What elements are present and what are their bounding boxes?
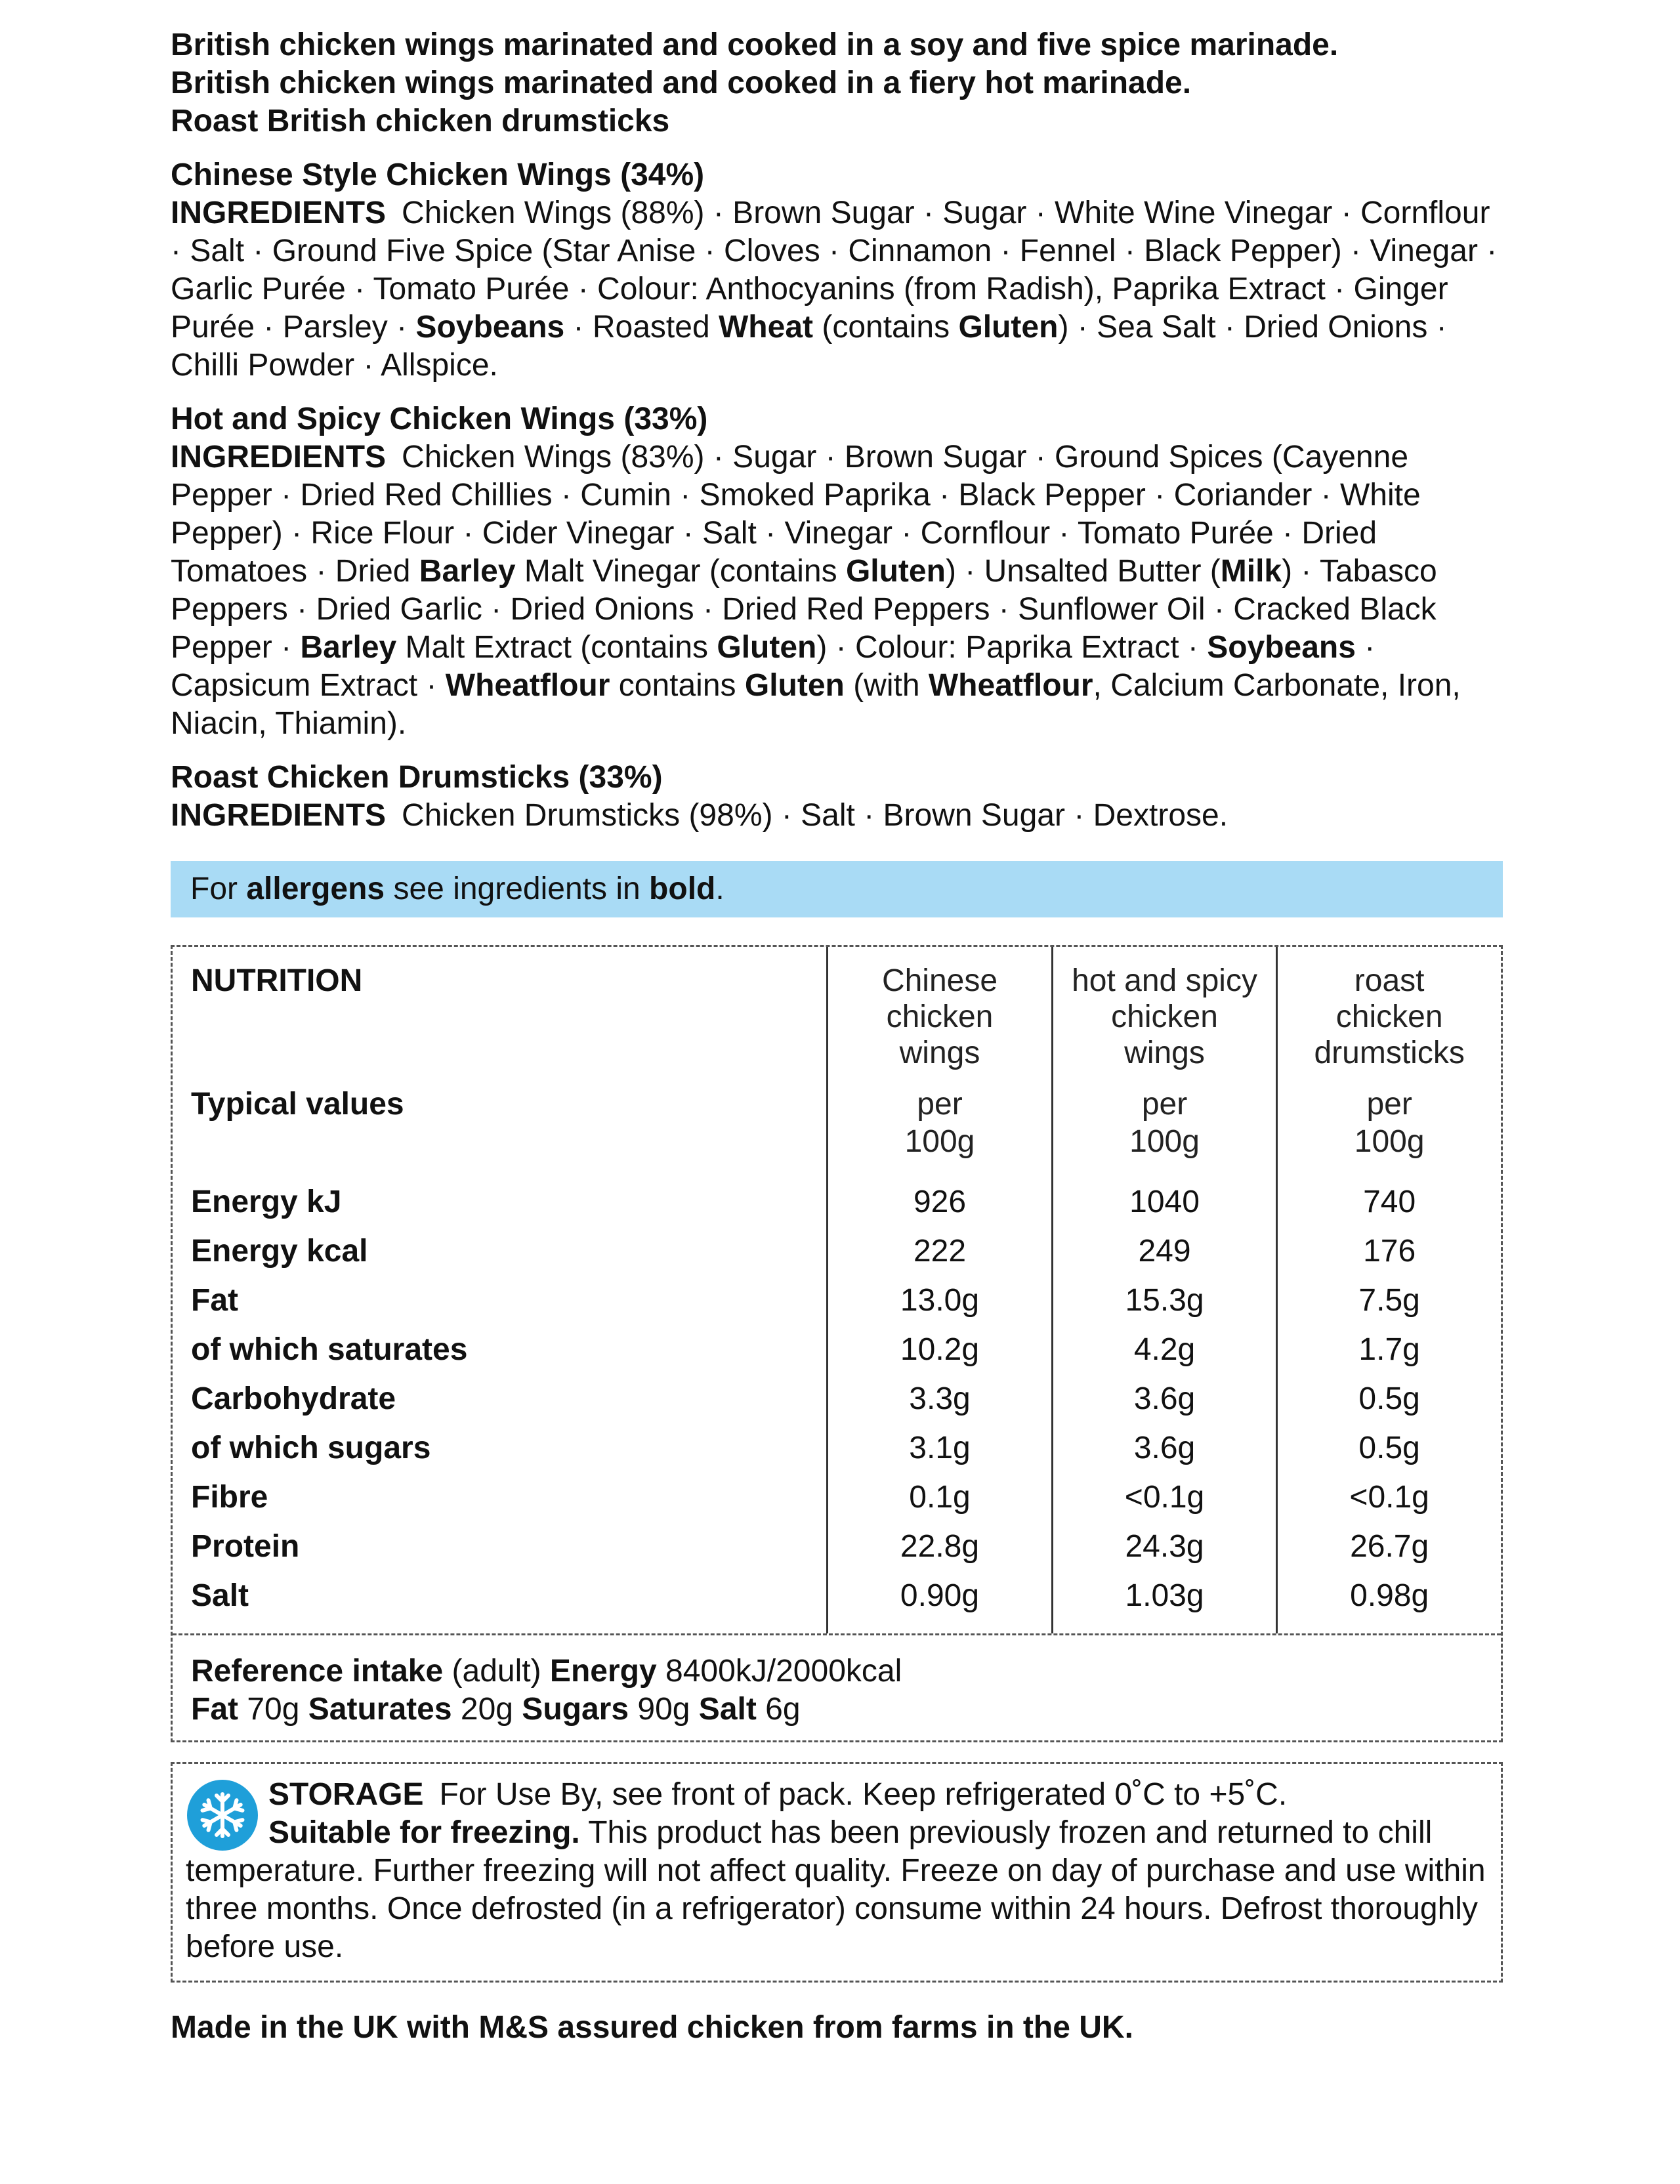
column-header-line: wings bbox=[899, 1036, 980, 1070]
text: · Capsicum Extract · bbox=[171, 630, 1376, 703]
nutrient-value: 0.98g bbox=[1277, 1571, 1501, 1633]
nutrient-value: 0.1g bbox=[828, 1473, 1053, 1522]
reference-line bbox=[191, 1690, 1482, 1729]
section-title: Hot and Spicy Chicken Wings (33%) bbox=[171, 402, 708, 436]
ingredients-label: INGREDIENTS bbox=[171, 440, 387, 474]
text: Chicken Wings (83%) · Sugar · Brown Sugar · Ground Spices (Cayenne Pepper · Dried Red Chillies · Cumin · Smoked Paprika · Black Pepper · Coriander · White Pepper) · Rice Flour · Cider Vinegar · Salt · Vinegar · Cornflour · Tomato Purée · Dried Tomatoes · Dried bbox=[171, 440, 1421, 589]
nutrition-row bbox=[173, 1227, 1501, 1276]
bold-text: Wheatflour bbox=[928, 668, 1093, 703]
text: Chicken Wings (88%) · Brown Sugar · Sugar · White Wine Vinegar · Cornflour · Salt · Ground Five Spice (Star Anise · Cloves · Cinnamon · Fennel · Black Pepper) · Vinegar · Garlic Purée · Tomato Purée · Colour: Anthocyanins (from Radish), Paprika Extract · Ginger Purée · Parsley · bbox=[171, 196, 1498, 345]
storage-text bbox=[186, 1776, 1488, 1966]
ingredients-label: INGREDIENTS bbox=[171, 196, 387, 230]
typical-values-label: Typical values bbox=[191, 1087, 404, 1122]
nutrient-value: 26.7g bbox=[1277, 1522, 1501, 1571]
nutrient-label: Carbohydrate bbox=[191, 1381, 396, 1416]
bold-text: Soybeans bbox=[1207, 630, 1356, 665]
nutrient-label: Energy kJ bbox=[191, 1185, 342, 1219]
column-header-line: wings bbox=[1124, 1036, 1205, 1070]
nutrition-row bbox=[173, 1423, 1501, 1473]
column-header-line: chicken bbox=[1111, 999, 1218, 1034]
per-label: per bbox=[1141, 1087, 1188, 1122]
intro-line: British chicken wings marinated and cooked in a fiery hot marinade. bbox=[171, 66, 1192, 100]
bold-text: Barley bbox=[419, 554, 516, 589]
nutrient-value: 1.03g bbox=[1052, 1571, 1277, 1633]
nutrient-value: 1040 bbox=[1052, 1160, 1277, 1227]
ingredients-section bbox=[171, 400, 1503, 743]
text: (with bbox=[844, 668, 929, 703]
reference-intake bbox=[173, 1633, 1501, 1740]
nutrient-label: Salt bbox=[191, 1578, 249, 1613]
text: , Calcium Carbonate, Iron, Niacin, Thiamin). bbox=[171, 668, 1461, 741]
nutrition-row bbox=[173, 1522, 1501, 1571]
nutrient-value: 4.2g bbox=[1052, 1325, 1277, 1374]
ingredients-text bbox=[171, 194, 1503, 385]
column-header-line: hot and spicy bbox=[1072, 963, 1257, 998]
nutrient-value: 740 bbox=[1277, 1160, 1501, 1227]
nutrient-value: 222 bbox=[828, 1227, 1053, 1276]
nutrient-value: <0.1g bbox=[1052, 1473, 1277, 1522]
per-amount: 100g bbox=[1129, 1124, 1200, 1159]
text: ) · Tabasco Peppers · Dried Garlic · Dried Onions · Dried Red Peppers · Sunflower Oil · Cracked Black Pepper · bbox=[171, 554, 1437, 665]
nutrition-row bbox=[173, 1325, 1501, 1374]
snowflake-icon bbox=[187, 1780, 258, 1851]
bold-text: Milk bbox=[1220, 554, 1282, 589]
per-amount: 100g bbox=[1354, 1124, 1425, 1159]
text: 70g bbox=[238, 1692, 308, 1727]
label-content bbox=[171, 26, 1503, 2047]
nutrient-value: 0.5g bbox=[1277, 1374, 1501, 1423]
bold-text: Gluten bbox=[717, 630, 817, 665]
per-100g bbox=[828, 1071, 1053, 1160]
nutrient-value: 176 bbox=[1277, 1227, 1501, 1276]
per-100g bbox=[1052, 1071, 1277, 1160]
text: Malt Vinegar (contains bbox=[515, 554, 846, 589]
allergen-bold-word: bold bbox=[649, 872, 716, 906]
allergen-text: . bbox=[715, 872, 724, 906]
column-header-line: chicken bbox=[1335, 999, 1443, 1034]
bold-text: Salt bbox=[698, 1692, 757, 1727]
text: Chicken Drumsticks (98%) · Salt · Brown Sugar · Dextrose. bbox=[402, 798, 1228, 833]
section-title: Roast Chicken Drumsticks (33%) bbox=[171, 760, 663, 795]
text: · Roasted bbox=[564, 310, 719, 345]
nutrient-value: 0.5g bbox=[1277, 1423, 1501, 1473]
nutrition-heading: NUTRITION bbox=[191, 963, 363, 998]
text: ) · Unsalted Butter ( bbox=[945, 554, 1221, 589]
freezing-instructions: This product has been previously frozen and returned to chill temperature. Further freezing will not affect quality. Freeze on day of purchase and use within three months. Once defrosted (in a refrigerator) consume within 24 hours. Defrost thoroughly before use. bbox=[186, 1815, 1486, 1964]
storage-label: STORAGE bbox=[268, 1777, 424, 1812]
nutrition-table bbox=[173, 947, 1501, 1633]
bold-text: Saturates bbox=[308, 1692, 452, 1727]
nutrient-value: 10.2g bbox=[828, 1325, 1053, 1374]
ingredients-text bbox=[171, 797, 1503, 835]
column-header-line: drumsticks bbox=[1314, 1036, 1465, 1070]
nutrient-value: 3.3g bbox=[828, 1374, 1053, 1423]
nutrient-label: Protein bbox=[191, 1529, 300, 1564]
bold-text: Reference intake bbox=[191, 1654, 444, 1689]
per-100g bbox=[1277, 1071, 1501, 1160]
nutrition-row bbox=[173, 1374, 1501, 1423]
ingredients-list bbox=[171, 156, 1503, 835]
bold-text: Soybeans bbox=[415, 310, 565, 345]
allergen-text: For bbox=[190, 872, 247, 906]
nutrient-value: 926 bbox=[828, 1160, 1053, 1227]
nutrient-value: 7.5g bbox=[1277, 1276, 1501, 1325]
nutrition-header-row bbox=[173, 947, 1501, 1071]
ingredients-text bbox=[171, 438, 1503, 743]
reference-line bbox=[191, 1652, 1482, 1690]
text: 6g bbox=[756, 1692, 801, 1727]
nutrient-value: 24.3g bbox=[1052, 1522, 1277, 1571]
column-header-line: Chinese bbox=[881, 963, 998, 998]
bold-text: Gluten bbox=[958, 310, 1059, 345]
text: Malt Extract (contains bbox=[396, 630, 717, 665]
nutrient-value: <0.1g bbox=[1277, 1473, 1501, 1522]
nutrient-label: Fibre bbox=[191, 1480, 268, 1515]
nutrient-value: 1.7g bbox=[1277, 1325, 1501, 1374]
text: ) · Sea Salt · Dried Onions · Chilli Powder · Allspice. bbox=[171, 310, 1447, 383]
nutrient-label: Energy kcal bbox=[191, 1234, 368, 1269]
text: 20g bbox=[452, 1692, 522, 1727]
storage-panel bbox=[171, 1762, 1503, 1983]
bold-text: Wheatflour bbox=[445, 668, 610, 703]
storage-instructions: For Use By, see front of pack. Keep refrigerated 0˚C to +5˚C. bbox=[439, 1777, 1288, 1812]
column-header bbox=[1277, 947, 1501, 1071]
per-label: per bbox=[917, 1087, 963, 1122]
nutrient-label: of which saturates bbox=[191, 1332, 468, 1367]
snowflake-icon-graphic bbox=[196, 1789, 249, 1841]
per-label: per bbox=[1366, 1087, 1412, 1122]
ingredients-body bbox=[402, 798, 1228, 833]
text: contains bbox=[610, 668, 745, 703]
bold-text: Energy bbox=[549, 1654, 657, 1689]
origin-statement: Made in the UK with M&S assured chicken from farms in the UK. bbox=[171, 2010, 1133, 2045]
bold-text: Gluten bbox=[845, 554, 946, 589]
text: 8400kJ/2000kcal bbox=[656, 1654, 902, 1689]
ingredients-section bbox=[171, 156, 1503, 385]
nutrient-value: 3.6g bbox=[1052, 1423, 1277, 1473]
nutrient-value: 13.0g bbox=[828, 1276, 1053, 1325]
text: 90g bbox=[629, 1692, 699, 1727]
nutrient-value: 3.6g bbox=[1052, 1374, 1277, 1423]
bold-text: Sugars bbox=[522, 1692, 629, 1727]
nutrient-value: 0.90g bbox=[828, 1571, 1053, 1633]
column-header bbox=[828, 947, 1053, 1071]
bold-text: Fat bbox=[191, 1692, 238, 1727]
section-title: Chinese Style Chicken Wings (34%) bbox=[171, 158, 705, 192]
typical-values-row bbox=[173, 1071, 1501, 1160]
nutrient-label: Fat bbox=[191, 1283, 238, 1318]
allergen-notice bbox=[171, 861, 1503, 917]
ingredients-body bbox=[171, 440, 1461, 741]
nutrition-panel bbox=[171, 945, 1503, 1742]
nutrient-value: 15.3g bbox=[1052, 1276, 1277, 1325]
freezing-note: Suitable for freezing. bbox=[268, 1815, 580, 1850]
bold-text: Wheat bbox=[719, 310, 813, 345]
text: ) · Colour: Paprika Extract · bbox=[816, 630, 1208, 665]
per-amount: 100g bbox=[904, 1124, 975, 1159]
allergen-keyword: allergens bbox=[246, 872, 385, 906]
nutrient-value: 22.8g bbox=[828, 1522, 1053, 1571]
column-header bbox=[1052, 947, 1277, 1071]
ingredients-label: INGREDIENTS bbox=[171, 798, 387, 833]
column-header-line: roast bbox=[1354, 963, 1425, 998]
nutrition-row bbox=[173, 1473, 1501, 1522]
text: (adult) bbox=[443, 1654, 550, 1689]
nutrient-value: 3.1g bbox=[828, 1423, 1053, 1473]
nutrient-label: of which sugars bbox=[191, 1431, 431, 1465]
text: (contains bbox=[813, 310, 959, 345]
product-description bbox=[171, 26, 1503, 140]
bold-text: Barley bbox=[300, 630, 397, 665]
bold-text: Gluten bbox=[744, 668, 845, 703]
allergen-text: see ingredients in bbox=[385, 872, 650, 906]
intro-line: British chicken wings marinated and cooked in a soy and five spice marinade. bbox=[171, 28, 1339, 62]
column-header-line: chicken bbox=[886, 999, 994, 1034]
nutrition-row bbox=[173, 1276, 1501, 1325]
nutrition-row bbox=[173, 1160, 1501, 1227]
intro-line: Roast British chicken drumsticks bbox=[171, 104, 670, 138]
ingredients-section bbox=[171, 759, 1503, 835]
nutrient-value: 249 bbox=[1052, 1227, 1277, 1276]
nutrition-row bbox=[173, 1571, 1501, 1633]
